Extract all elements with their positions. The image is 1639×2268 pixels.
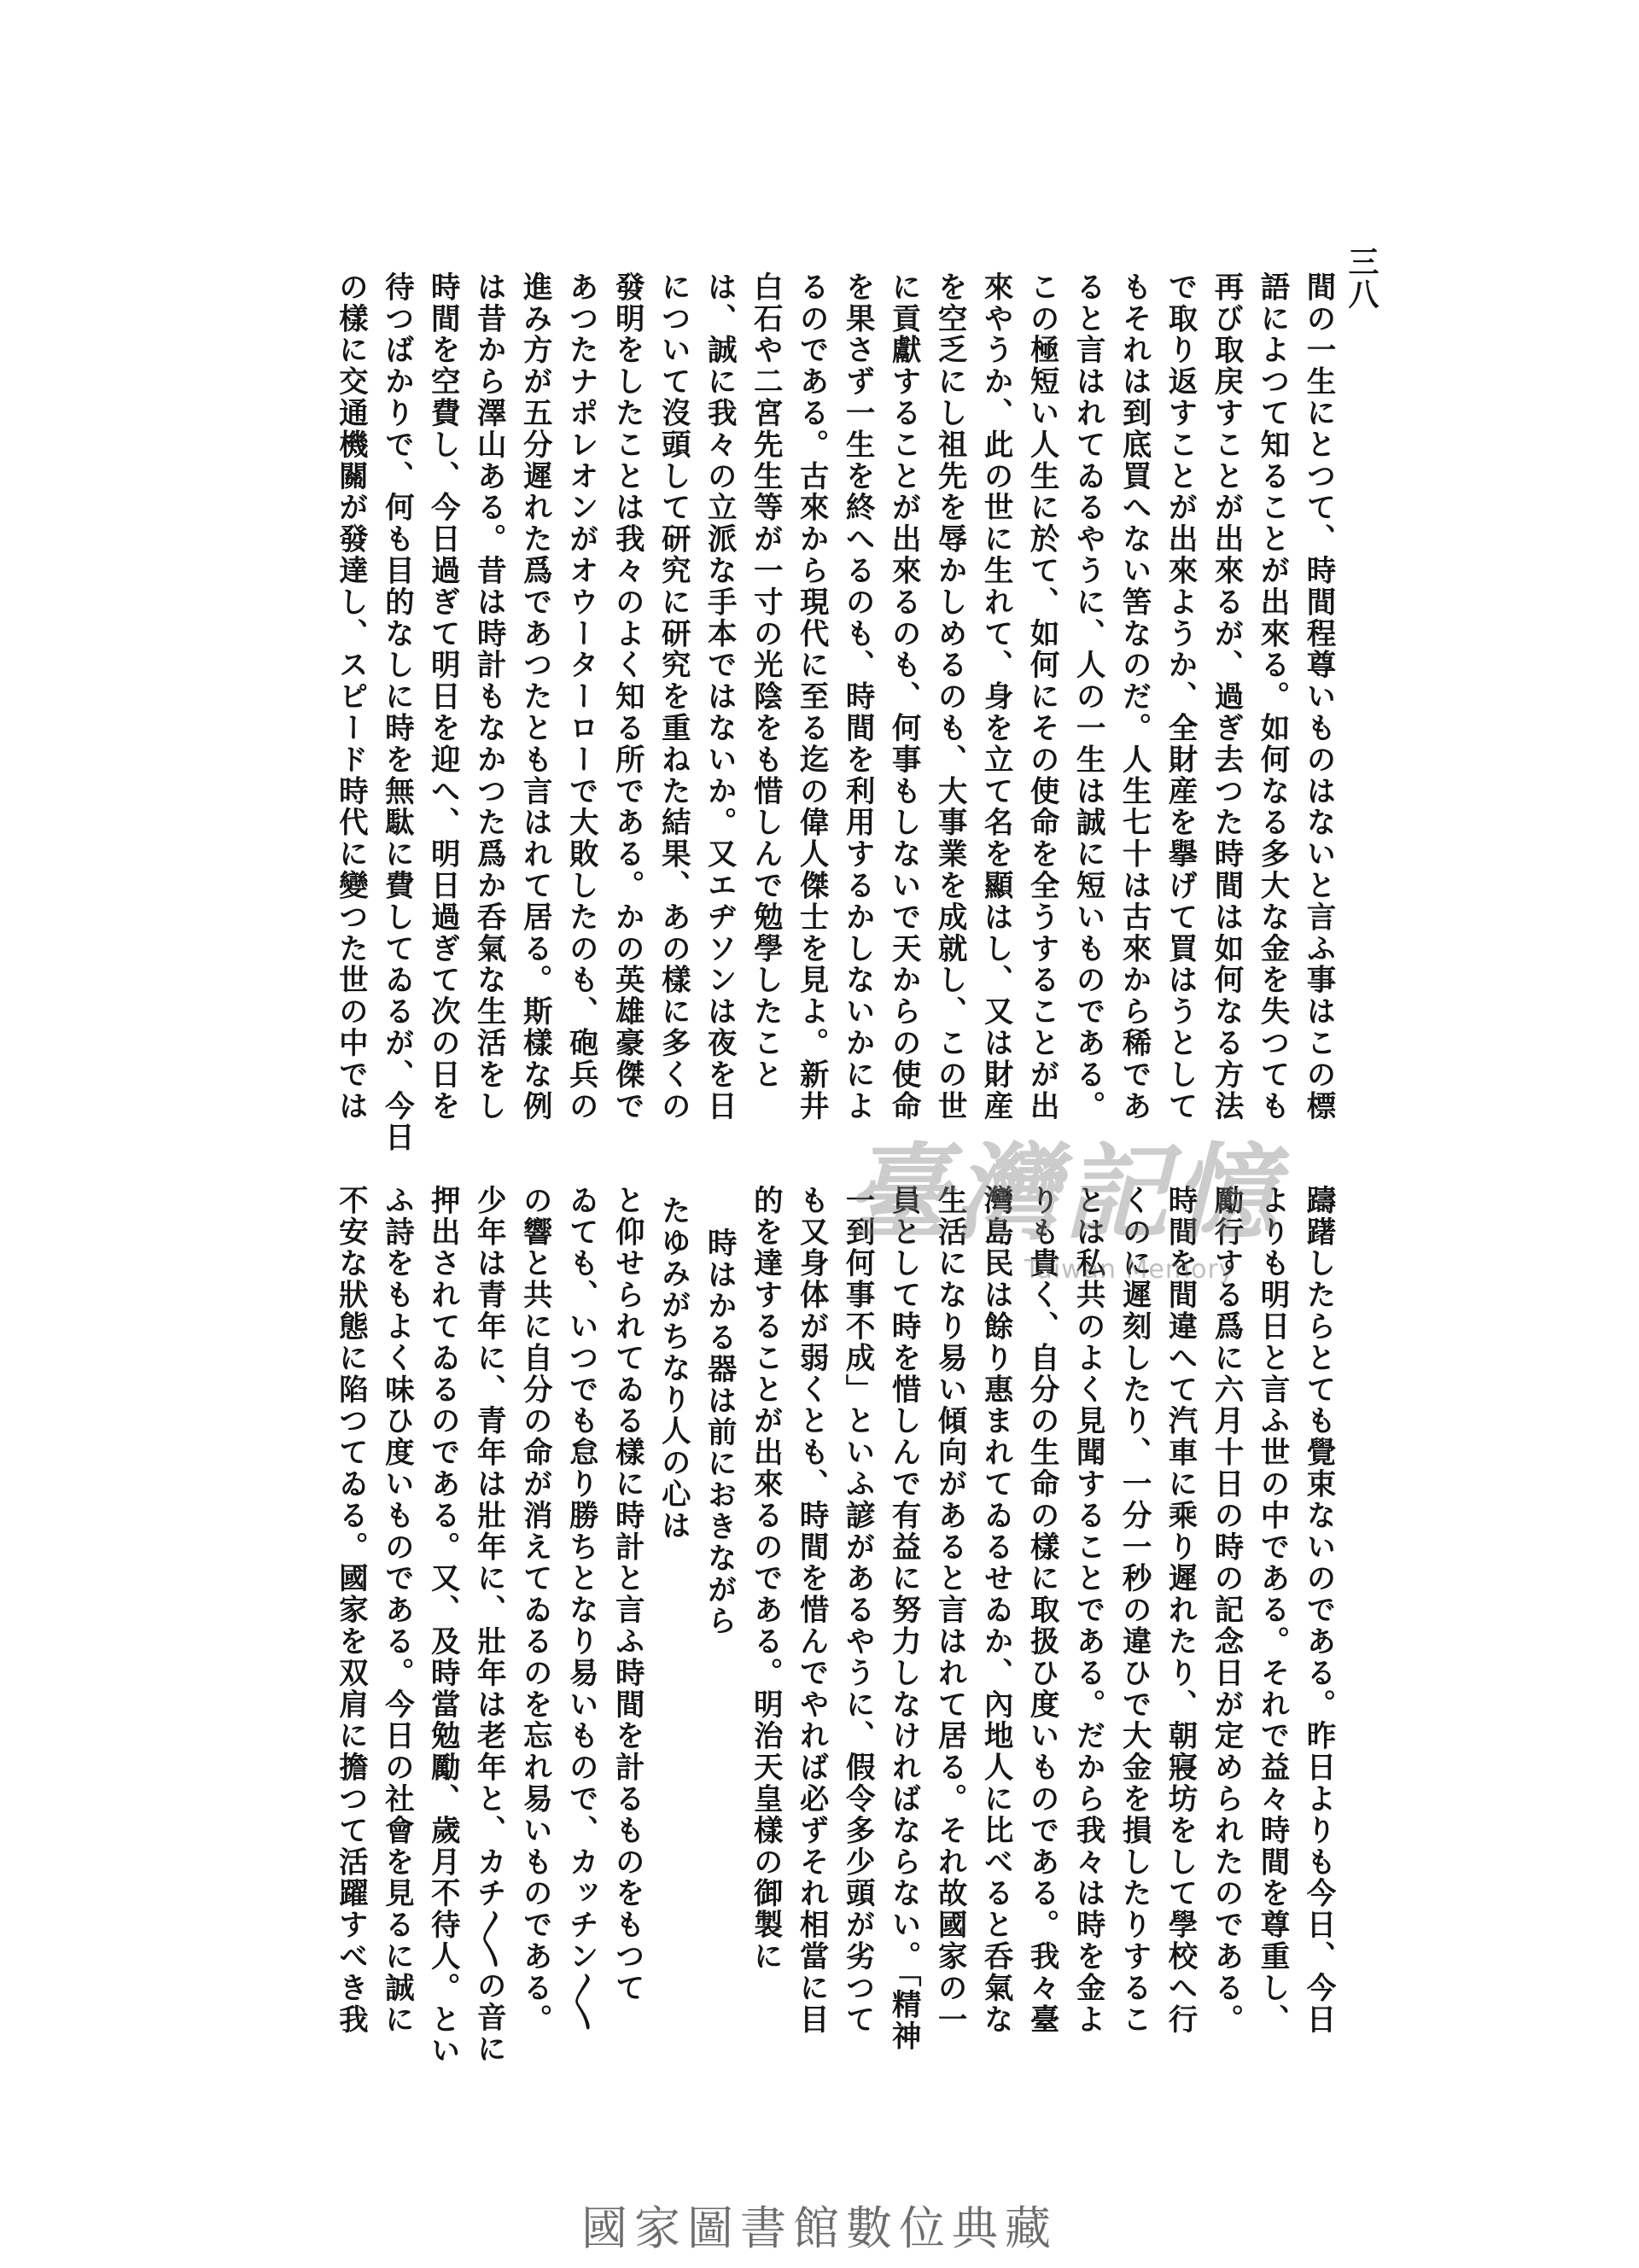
text-line: 勵行する爲に六月十日の時の記念日が定められたのである。 bbox=[1209, 1185, 1244, 2036]
watermark-subtitle: Taiwan Memory bbox=[1024, 1255, 1235, 1285]
text-line: を果さず一生を終へるのも、時間を利用するかしないかによ bbox=[840, 271, 875, 1122]
text-line: 來やうか、此の世に生れて、身を立て名を顯はし、又は財産 bbox=[978, 271, 1013, 1122]
poem-line: 時はかる器は前におきながら bbox=[702, 1227, 737, 1637]
text-line: の響と共に自分の命が消えてゐるのを忘れ易いものである。 bbox=[517, 1185, 552, 2036]
text-line: は昔から澤山ある。昔は時計もなかつた爲か呑氣な生活をし bbox=[471, 271, 506, 1122]
text-line: 時間を間違へて汽車に乘り遲れたり、朝寢坊をして學校へ行 bbox=[1163, 1185, 1198, 2036]
text-line: の樣に交通機關が發達し、スピード時代に變つた世の中では bbox=[333, 271, 368, 1122]
text-line: るのである。古來から現代に至る迄の偉人傑士を見よ。新井 bbox=[794, 271, 829, 1122]
text-line: は、誠に我々の立派な手本ではないか。又エヂソンは夜を日 bbox=[702, 271, 737, 1122]
text-line: 語によつて知ることが出來る。如何なる多大な金を失つても bbox=[1255, 271, 1290, 1122]
watermark: 臺灣記憶 bbox=[845, 1131, 1282, 1254]
text-line: りも貴く、自分の生命の樣に取扱ひ度いものである。我々臺 bbox=[1024, 1185, 1059, 2036]
text-line: で取り返すことが出來ようか、全財産を擧げて買はうとして bbox=[1163, 271, 1198, 1122]
text-line: 的を達することが出來るのである。明治天皇樣の御製に bbox=[748, 1185, 783, 1973]
text-line: 進み方が五分遲れた爲であつたとも言はれて居る。斯樣な例 bbox=[517, 271, 552, 1122]
upper-text-block bbox=[222, 271, 1340, 1154]
text-line: くのに遲刻したり、一分一秒の違ひで大金を損したりするこ bbox=[1117, 1185, 1152, 2036]
text-line: 再び取戻すことが出來るが、過ぎ去つた時間は如何なる方法 bbox=[1209, 271, 1244, 1122]
text-line: もそれは到底買へない筈なのだ。人生七十は古來から稀であ bbox=[1117, 271, 1152, 1122]
text-line: 發明をしたことは我々のよく知る所である。かの英雄豪傑で bbox=[610, 271, 645, 1122]
text-line: に貢獻することが出來るのも、何事もしないで天からの使命 bbox=[886, 271, 921, 1122]
text-line: 躊躇したらとても覺束ないのである。昨日よりも今日、今日 bbox=[1301, 1185, 1335, 2036]
text-line: よりも明日と言ふ世の中である。それで益々時間を尊重し、 bbox=[1255, 1185, 1290, 2036]
text-line: 時間を空費し、今日過ぎて明日を迎へ、明日過ぎて次の日を bbox=[425, 271, 460, 1122]
page-number: 三八 bbox=[1344, 246, 1379, 311]
text-line: ふ詩をもよく味ひ度いものである。今日の社會を見るに誠に bbox=[379, 1185, 414, 2036]
text-line: 少年は青年に、青年は壯年に、壯年は老年と、カチ〳〵の音に bbox=[471, 1185, 506, 2065]
footer-caption: 國家圖書館數位典藏 bbox=[581, 2201, 1058, 2255]
text-line: とは私共のよく見聞することである。だから我々は時を金よ bbox=[1070, 1185, 1105, 2036]
text-line: 押出されてゐるのである。又、及時當勉勵、歲月不待人。とい bbox=[425, 1185, 460, 2067]
text-line: も又身体が弱くとも、時間を惜んでやれば必ずそれ相當に目 bbox=[794, 1185, 829, 2036]
text-line: 不安な狀態に陷つてゐる。國家を双肩に擔つて活躍すべき我 bbox=[333, 1185, 368, 2036]
text-line: ゐても、いつでも怠り勝ちとなり易いもので、カッチン〳〵 bbox=[563, 1185, 598, 2033]
text-line: 生活になり易い傾向があると言はれて居る。それ故國家の一 bbox=[932, 1185, 967, 2036]
text-line: と仰せられてゐる樣に時計と言ふ時間を計るものをもつて bbox=[610, 1185, 645, 2004]
poem-line: たゆみがちなり人の心は bbox=[656, 1195, 691, 1542]
text-line: について沒頭して研究に研究を重ねた結果、あの樣に多くの bbox=[656, 271, 691, 1122]
text-line: 一到何事不成」といふ諺があるやうに、假令多少頭が劣つて bbox=[840, 1185, 875, 2036]
text-line: 待つばかりで、何も目的なしに時を無駄に費してゐるが、今日 bbox=[379, 271, 414, 1154]
text-line: を空乏にし祖先を辱かしめるのも、大事業を成就し、この世 bbox=[932, 271, 967, 1122]
text-line: ると言はれてゐるやうに、人の一生は誠に短いものである。 bbox=[1070, 271, 1105, 1122]
text-line: 灣島民は餘り惠まれてゐるせゐか、內地人に比べると呑氣な bbox=[978, 1185, 1013, 2036]
text-line: 間の一生にとつて、時間程尊いものはないと言ふ事はこの標 bbox=[1301, 271, 1335, 1122]
lower-text-block bbox=[222, 1185, 1340, 2073]
text-line: この極短い人生に於て、如何にその使命を全うすることが出 bbox=[1024, 271, 1059, 1122]
text-line: 白石や二宮先生等が一寸の光陰をも惜しんで勉學したこと bbox=[748, 271, 783, 1091]
text-line: 員として時を惜しんで有益に努力しなければならない。「精神 bbox=[886, 1185, 921, 2052]
text-line: あつたナポレオンがオウーターローで大敗したのも、砲兵の bbox=[563, 271, 598, 1122]
